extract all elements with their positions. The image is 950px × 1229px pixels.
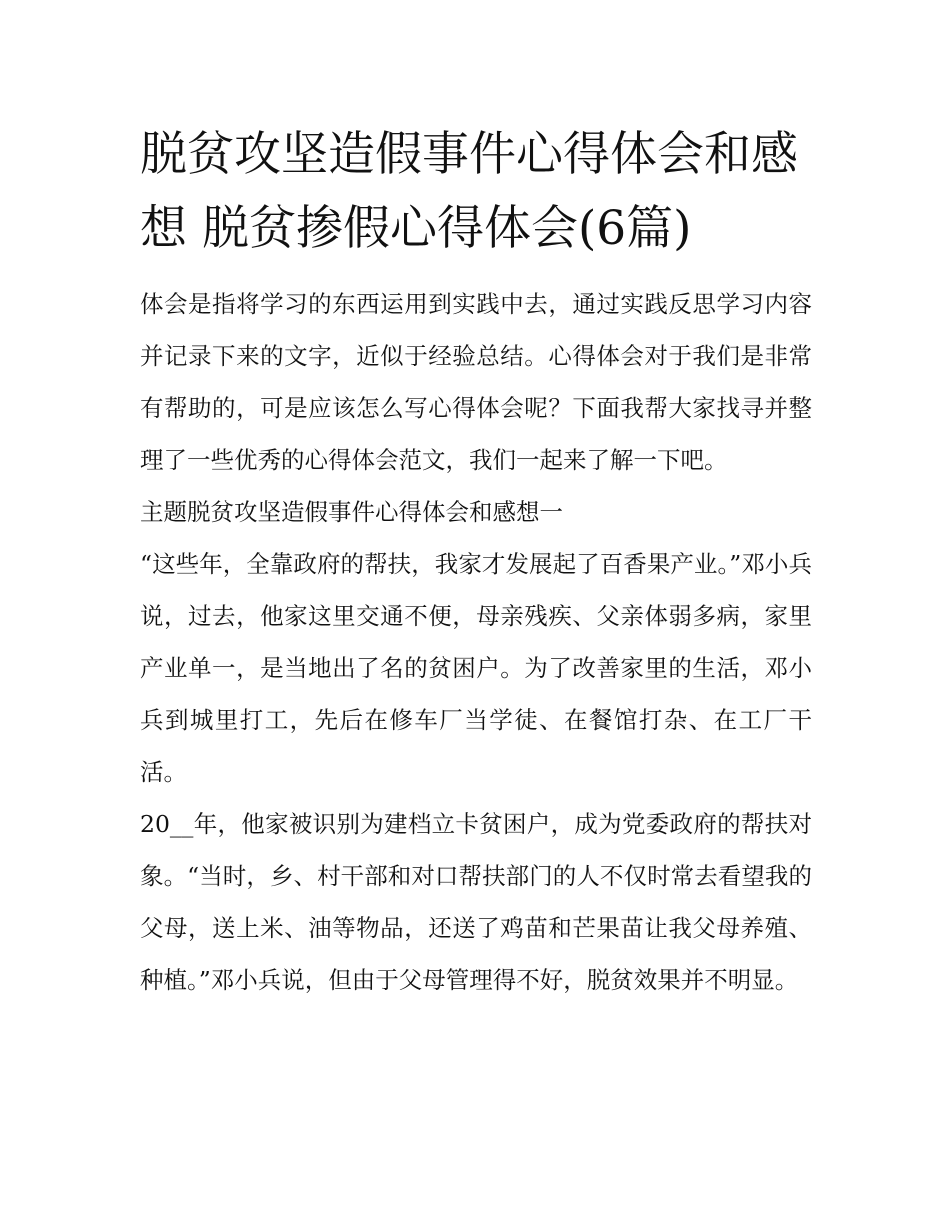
intro-paragraph: 体会是指将学习的东西运用到实践中去，通过实践反思学习内容并记录下来的文字，近似于经验总结。心得体会对于我们是非常有帮助的，可是应该怎么写心得体会呢？下面我帮大家找寻并整理了一些优秀的心得体会范文，我们一起来了解一下吧。 — [140, 290, 812, 474]
body-paragraph-2: 20__年，他家被识别为建档立卡贫困户，成为党委政府的帮扶对象。“当时，乡、村干部和对口帮扶部门的人不仅时常去看望我的父母，送上米、油等物品，还送了鸡苗和芒果苗让我父母养殖、种植。”邓小兵说，但由于父母管理得不好，脱贫效果并不明显。 — [140, 810, 812, 994]
document-page — [140, 118, 812, 1006]
body-paragraph-1: “这些年，全靠政府的帮扶，我家才发展起了百香果产业。”邓小兵说，过去，他家这里交通不便，母亲残疾、父亲体弱多病，家里产业单一，是当地出了名的贫困户。为了改善家里的生活，邓小兵到城里打工，先后在修车厂当学徒、在餐馆打杂、在工厂干活。 — [140, 550, 812, 786]
section-heading: 主题脱贫攻坚造假事件心得体会和感想一 — [140, 498, 563, 526]
document-title: 脱贫攻坚造假事件心得体会和感想 脱贫掺假心得体会(6篇) — [140, 127, 798, 256]
